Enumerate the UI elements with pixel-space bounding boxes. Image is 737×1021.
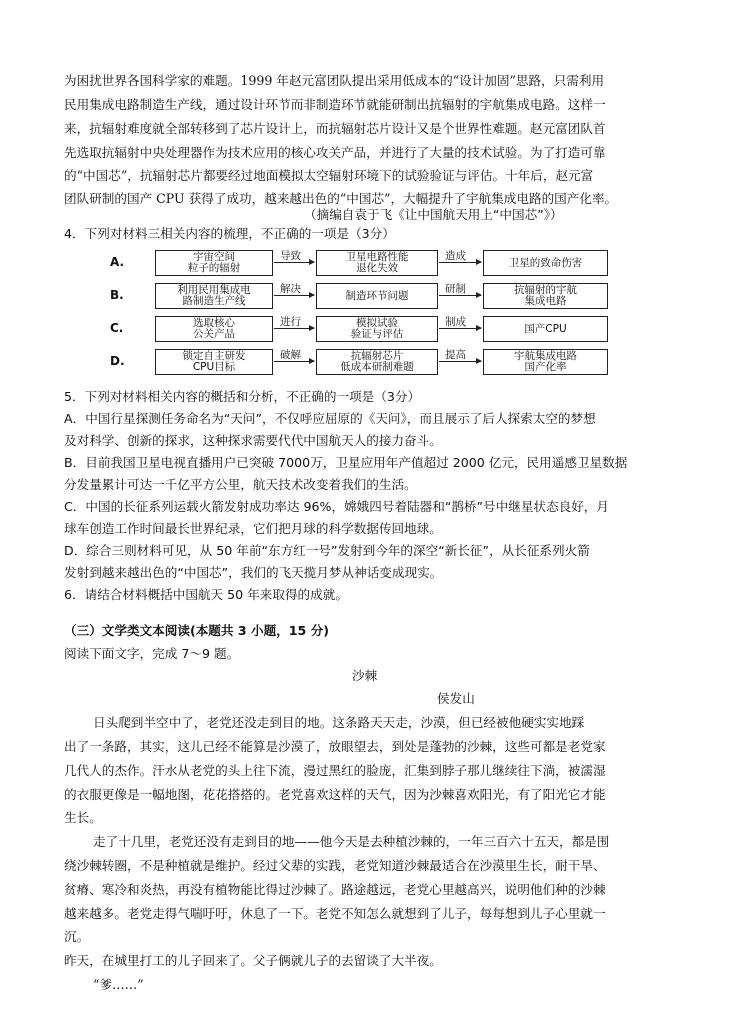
flow-box: 制造环节问题	[316, 283, 438, 309]
text-line: 来，抗辐射难度就全部转移到了芯片设计上，而抗辐射芯片设计又是个世界性难题。赵元富团队首	[64, 121, 606, 136]
option-label: D.	[110, 354, 125, 368]
section-heading: （三）文学类文本阅读(本题共 3 小题，15 分)	[64, 623, 330, 638]
flow-box: 国产CPU	[483, 316, 608, 342]
option-label: C.	[110, 321, 124, 335]
flow-box: 抗辐射芯片 低成本研制难题	[316, 349, 438, 375]
flow-arrow	[439, 250, 481, 263]
text-line: 走了十几里，老党还没有走到目的地——他今天是去种植沙棘的，一年三百六十五天，都是围	[93, 834, 610, 849]
q5-option-a: A．中国行星探测任务命名为“天问”，不仅呼应屈原的《天问》，而且展示了后人探索太空的梦想	[64, 411, 596, 426]
flow-box: 抗辐射的宇航 集成电路	[483, 283, 608, 309]
arrow-label: 造成	[445, 250, 466, 262]
story-title: 沙棘	[352, 668, 378, 683]
flow-box: 卫星电路性能 退化失效	[316, 250, 438, 276]
text-line: 的衣服更像是一幅地图，花花搭搭的。老党喜欢这样的天气，因为沙棘喜欢阳光，有了阳光它才能	[64, 787, 606, 802]
q5-option-d: D．综合三则材料可见，从 50 年前“东方红一号”发射到今年的深空“新长征”，从长征系列火箭	[64, 543, 590, 558]
flow-arrow	[439, 283, 481, 296]
text-line: 的“中国芯”，抗辐射芯片都要经过地面模拟太空辐射环境下的试验验证与评估。十年后，赵元富	[64, 168, 594, 183]
arrow-label: 进行	[280, 316, 301, 328]
q5-option-c-cont: 球车创造工作时间最长世界纪录，它们把月球的科学数据传回地球。	[64, 521, 442, 536]
story-paragraph-4: “爹……”	[93, 977, 144, 992]
flow-arrow	[274, 283, 314, 296]
flow-arrow	[274, 349, 314, 362]
arrow-label: 导致	[280, 250, 301, 262]
text-line: 出了一条路，其实，这儿已经不能算是沙漠了，放眼望去，到处是蓬勃的沙棘，这些可都是老党家	[64, 739, 606, 754]
q6-stem: 6．请结合材料概括中国航天 50 年来取得的成就。	[64, 587, 348, 602]
arrow-label: 研制	[445, 283, 466, 295]
flow-arrow	[439, 349, 481, 362]
flow-box: 宇航集成电路 国产化率	[483, 349, 608, 375]
q5-option-c: C．中国的长征系列运载火箭发射成功率达 96%，嫦娥四号着陆器和“鹊桥”号中继星状态良好，月	[64, 499, 609, 514]
arrow-label: 破解	[280, 349, 301, 361]
flow-box: 宇宙空间 粒子的辐射	[155, 250, 273, 276]
flow-arrow	[439, 316, 481, 329]
flow-arrow	[274, 316, 314, 329]
story-paragraph-3: 昨天，在城里打工的儿子回来了。父子俩就儿子的去留谈了大半夜。	[64, 953, 442, 968]
arrow-label: 解决	[280, 283, 301, 295]
arrow-label: 制成	[445, 316, 466, 328]
flow-box: 模拟试验 验证与评估	[316, 316, 438, 342]
flow-box: 选取核心 公关产品	[155, 316, 273, 342]
q4-option-b	[110, 283, 610, 309]
q5-option-a-cont: 及对科学、创新的探求，这种探求需要代代中国航天人的接力奋斗。	[64, 433, 442, 448]
q5-option-b: B．目前我国卫星电视直播用户已突破 7000万，卫星应用年产值超过 2000 亿元，民用遥感卫星数据	[64, 455, 628, 470]
text-line: 先选取抗辐射中央处理器作为技术应用的核心攻关产品，并进行了大量的技术试验。为了打造可靠	[64, 145, 606, 160]
story-author: 侯发山	[437, 691, 475, 706]
text-line: 生长。	[64, 810, 102, 825]
q5-option-b-cont: 分发量累计可达一千亿平方公里，航天技术改变着我们的生活。	[64, 477, 417, 492]
flow-arrow	[274, 250, 314, 263]
text-line: 越来越多。老党走得气喘吁吁，休息了一下。老党不知怎么就想到了儿子，每每想到儿子心里就一	[64, 906, 606, 921]
q4-option-c	[110, 316, 610, 342]
option-label: A.	[110, 255, 125, 269]
flow-box: 利用民用集成电 路制造生产线	[155, 283, 273, 309]
q5-stem: 5．下列对材料相关内容的概括和分析，不正确的一项是（3分）	[64, 389, 421, 404]
flow-box: 锁定自主研发 CPU目标	[155, 349, 273, 375]
text-line: 沉。	[64, 929, 90, 944]
q4-stem: 4．下列对材料三相关内容的梳理，不正确的一项是（3分）	[64, 226, 395, 241]
text-line: 日头爬到半空中了，老党还没走到目的地。这条路天天走，沙漠，但已经被他硬实实地踩	[93, 715, 585, 730]
text-line: 为困扰世界各国科学家的难题。1999 年赵元富团队提出采用低成本的“设计加固”思路，只需利用	[64, 73, 605, 88]
flow-box: 卫星的致命伤害	[483, 250, 608, 276]
arrow-label: 提高	[445, 349, 466, 361]
q5-option-d-cont: 发射到越来越出色的“中国芯”，我们的飞天揽月梦从神话变成现实。	[64, 565, 443, 580]
text-line: 民用集成电路制造生产线，通过设计环节而非制造环节就能研制出抗辐射的宇航集成电路。这样一	[64, 97, 606, 112]
section-instruction: 阅读下面文字，完成 7～9 题。	[64, 646, 240, 661]
text-line: 几代人的杰作。汗水从老党的头上往下流，漫过黑红的脸庞，汇集到脖子那儿继续往下淌，被濡湿	[64, 763, 606, 778]
source-citation: （摘编自袁于飞《让中国航天用上“中国芯”》）	[304, 207, 563, 222]
text-line: 团队研制的国产 CPU 获得了成功，越来越出色的“中国芯”，大幅提升了宇航集成电路的国产化率。	[64, 191, 618, 206]
text-line: 贫瘠、寒冷和炎热，再没有植物能比得过沙棘了。路途越远，老党心里越高兴，说明他们种的沙棘	[64, 882, 606, 897]
q4-option-d	[110, 349, 610, 375]
q4-option-a	[110, 250, 610, 276]
option-label: B.	[110, 288, 124, 302]
text-line: 绕沙棘转圈，不是种植就是维护。经过父辈的实践，老党知道沙棘最适合在沙漠里生长，耐干旱、	[64, 858, 606, 873]
